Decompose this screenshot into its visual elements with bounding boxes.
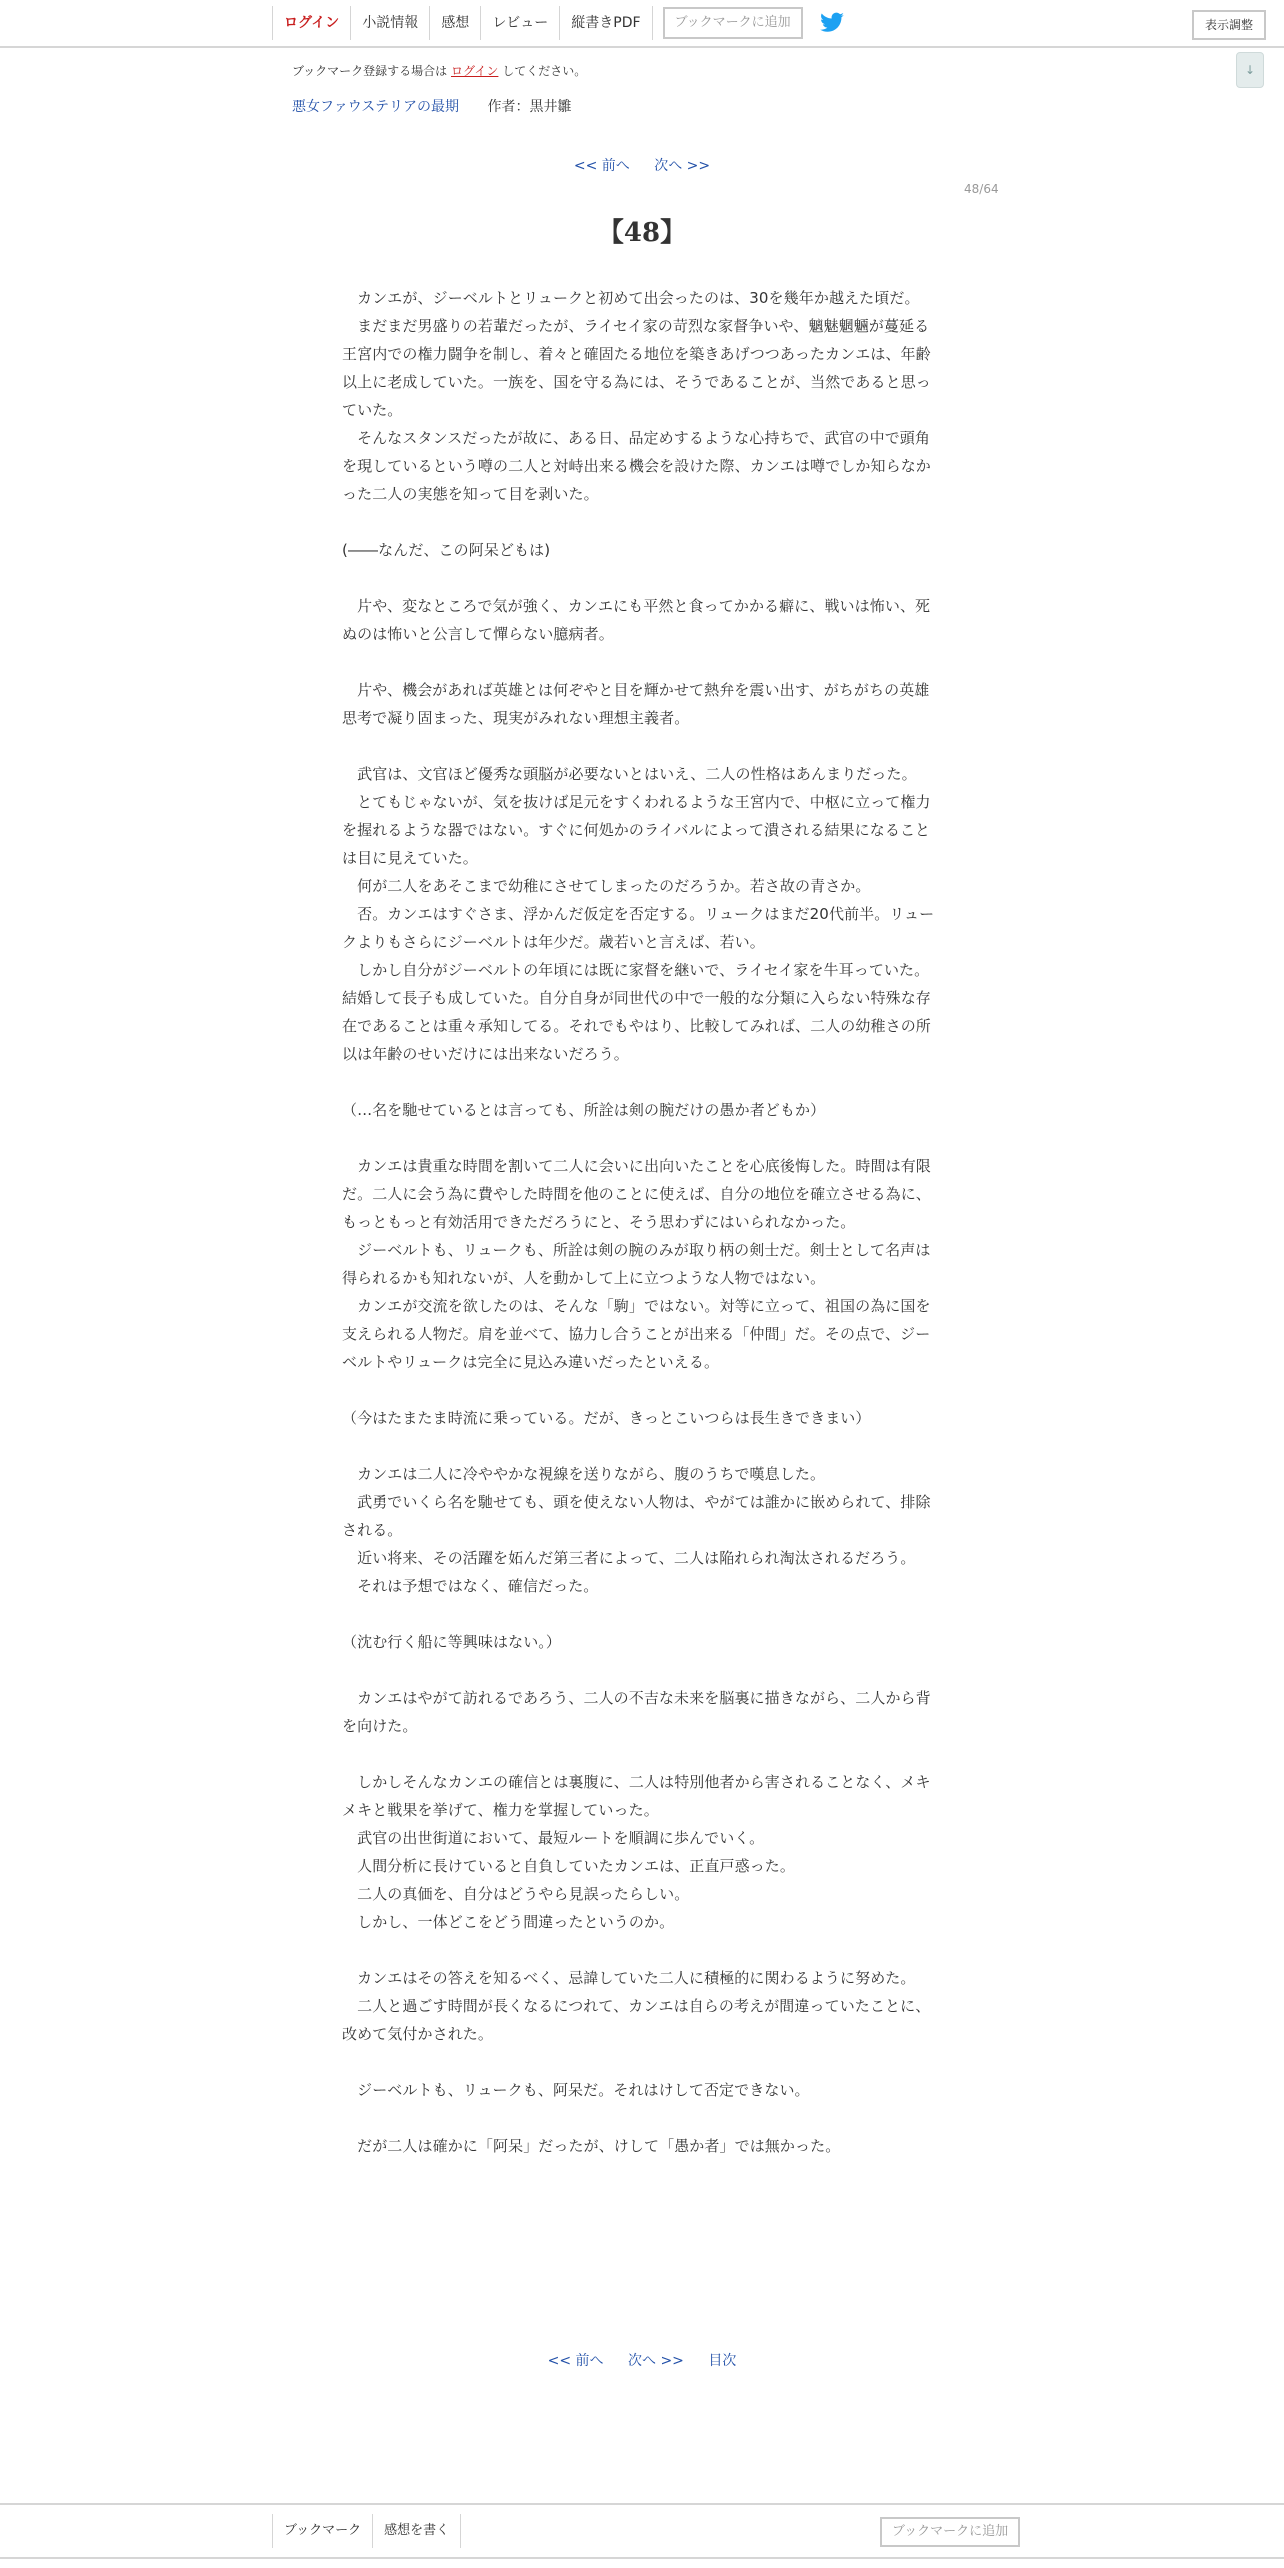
blank-line [342, 1124, 942, 1152]
blank-line [342, 564, 942, 592]
blank-line [342, 2048, 942, 2076]
display-settings-button[interactable]: 表示調整 [1192, 10, 1266, 40]
pager-bottom [0, 2350, 1284, 2370]
author-info [487, 99, 571, 115]
bottom-toolbar [0, 2503, 1284, 2559]
paragraph: 武官の出世街道において、最短ルートを順調に歩んでいく。 [342, 1829, 765, 1847]
paragraph: カンエはその答えを知るべく、忌諱していた二人に積極的に関わるように努めた。 [342, 1969, 916, 1987]
scroll-down-arrow-icon[interactable]: ↓ [1236, 52, 1264, 88]
paragraph: カンエが交流を欲したのは、そんな「駒」ではない。対等に立って、祖国の為に国を支えられる人物だ。肩を並べて、協力し合うことが出来る「仲間」だ。その点で、ジーベルトやリュークは完全に見込み違いだったといえる。 [342, 1297, 931, 1371]
blank-line [342, 648, 942, 676]
nav-login-link[interactable]: ログイン [272, 6, 350, 40]
bookmark-login-notice [292, 62, 586, 79]
paragraph: 武勇でいくら名を馳せても、頭を使えない人物は、やがては誰かに嵌められて、排除される。 [342, 1493, 931, 1539]
paragraph: カンエは貴重な時間を割いて二人に会いに出向いたことを心底後悔した。時間は有限だ。二人に会う為に費やした時間を他のことに使えば、自分の地位を確立させる為に、もっともっと有効活用できただろうにと、そう思わずにはいられなかった。 [342, 1157, 931, 1231]
paragraph: 二人と過ごす時間が長くなるにつれて、カンエは自らの考えが間違っていたことに、改めて気付かされた。 [342, 1997, 931, 2043]
footer-bookmark-link[interactable]: ブックマーク [272, 2514, 372, 2548]
paragraph: しかし、一体どこをどう間違ったというのか。 [342, 1913, 675, 1931]
blank-line [342, 1936, 942, 1964]
paragraph: 人間分析に長けていると自負していたカンエは、正直戸惑った。 [342, 1857, 796, 1875]
next-page-link-top[interactable]: 次へ >> [654, 158, 711, 174]
prev-page-link-bottom[interactable]: << 前へ [547, 2353, 604, 2369]
twitter-bird-icon[interactable] [819, 10, 845, 36]
chapter-title: 【48】 [597, 218, 687, 248]
blank-line [342, 2104, 942, 2132]
blank-line [342, 1740, 942, 1768]
paragraph: ジーベルトも、リュークも、所詮は剣の腕のみが取り柄の剣士だ。剣士として名声は得られるかも知れないが、人を動かして上に立つような人物ではない。 [342, 1241, 931, 1287]
blank-line [342, 1376, 942, 1404]
blank-line [342, 1432, 942, 1460]
nav-vertical-pdf-link[interactable]: 縦書きPDF [559, 6, 652, 40]
paragraph: しかしそんなカンエの確信とは裏腹に、二人は特別他者から害されることなく、メキメキと戦果を挙げて、権力を掌握していった。 [342, 1773, 931, 1819]
page-counter: 48/64 [964, 182, 999, 196]
pager-top [0, 155, 1284, 175]
table-of-contents-link[interactable]: 目次 [708, 2353, 737, 2369]
paragraph: 否。カンエはすぐさま、浮かんだ仮定を否定する。リュークはまだ20代前半。リュークよりもさらにジーベルトは年少だ。歳若いと言えば、若い。 [342, 905, 935, 951]
paragraph: 何が二人をあそこまで幼稚にさせてしまったのだろうか。若さ故の青さか。 [342, 877, 871, 895]
paragraph: それは予想ではなく、確信だった。 [342, 1577, 599, 1595]
blank-line [342, 508, 942, 536]
paragraph: カンエは二人に冷ややかな視線を送りながら、腹のうちで嘆息した。 [342, 1465, 826, 1483]
paragraph: (――なんだ、この阿呆どもは) [342, 541, 551, 559]
blank-line [342, 1068, 942, 1096]
paragraph: カンエはやがて訪れるであろう、二人の不吉な未来を脳裏に描きながら、二人から背を向けた。 [342, 1689, 931, 1735]
blank-line [342, 1656, 942, 1684]
paragraph: とてもじゃないが、気を抜けば足元をすくわれるような王宮内で、中枢に立って権力を握れるような器ではない。すぐに何処かのライバルによって潰される結果になることは目に見えていた。 [342, 793, 931, 867]
bookmark-notice-suffix: してください。 [502, 64, 587, 78]
paragraph: ジーベルトも、リュークも、阿呆だ。それはけして否定できない。 [342, 2081, 810, 2099]
paragraph: 片や、変なところで気が強く、カンエにも平然と食ってかかる癖に、戦いは怖い、死ぬのは怖いと公言して憚らない臆病者。 [342, 597, 931, 643]
paragraph: （沈む行く船に等興味はない。） [342, 1633, 562, 1651]
add-bookmark-button[interactable]: ブックマークに追加 [663, 7, 803, 39]
nav-novel-info-link[interactable]: 小説情報 [350, 6, 429, 40]
blank-line [342, 1600, 942, 1628]
bookmark-notice-login-link[interactable]: ログイン [451, 64, 499, 78]
blank-line [342, 732, 942, 760]
paragraph: 武官は、文官ほど優秀な頭脳が必要ないとはいえ、二人の性格はあんまりだった。 [342, 765, 917, 783]
top-navigation-bar [0, 0, 1284, 48]
paragraph: 二人の真価を、自分はどうやら見誤ったらしい。 [342, 1885, 690, 1903]
author-name: 黒井雛 [529, 99, 572, 115]
paragraph: 近い将来、その活躍を妬んだ第三者によって、二人は陥れられ淘汰されるだろう。 [342, 1549, 916, 1567]
prev-page-link-top[interactable]: << 前へ [573, 158, 630, 174]
paragraph: （今はたまたま時流に乗っている。だが、きっとこいつらは長生きできまい） [342, 1409, 871, 1427]
footer-write-impression-link[interactable]: 感想を書く [372, 2514, 461, 2548]
paragraph: （…名を馳せているとは言っても、所詮は剣の腕だけの愚か者どもか） [342, 1101, 826, 1119]
next-page-link-bottom[interactable]: 次へ >> [628, 2353, 684, 2369]
footer-add-bookmark-button[interactable]: ブックマークに追加 [880, 2517, 1020, 2547]
author-label: 作者： [487, 99, 530, 115]
nav-impressions-link[interactable]: 感想 [429, 6, 480, 40]
paragraph: 片や、機会があれば英雄とは何ぞやと目を輝かせて熱弁を震い出す、がちがちの英雄思考で凝り固まった、現実がみれない理想主義者。 [342, 681, 930, 727]
bookmark-notice-prefix: ブックマーク登録する場合は [292, 64, 448, 78]
paragraph: カンエが、ジーベルトとリュークと初めて出会ったのは、30を幾年か越えた頃だ。 [342, 289, 920, 307]
footer-nav-menu [272, 2505, 461, 2557]
paragraph: しかし自分がジーベルトの年頃には既に家督を継いで、ライセイ家を牛耳っていた。結婚して長子も成していた。自分自身が同世代の中で一般的な分類に入らない特殊な存在であることは重々承知してる。それでもやはり、比較してみれば、二人の幼稚さの所以は年齢のせいだけには出来ないだろう。 [342, 961, 931, 1063]
novel-title-link[interactable]: 悪女ファウステリアの最期 [292, 99, 460, 115]
nav-review-link[interactable]: レビュー [480, 6, 559, 40]
novel-body-text [342, 284, 942, 2160]
paragraph: だが二人は確かに「阿呆」だったが、けして「愚か者」では無かった。 [342, 2137, 841, 2155]
paragraph: まだまだ男盛りの若輩だったが、ライセイ家の苛烈な家督争いや、魑魅魍魎が蔓延る王宮内での権力闘争を制し、着々と確固たる地位を築きあげつつあったカンエは、年齢以上に老成していた。一族を、国を守る為には、そうであることが、当然であると思っていた。 [342, 317, 931, 419]
top-nav-menu [272, 0, 845, 46]
paragraph: そんなスタンスだったが故に、ある日、品定めするような心持ちで、武官の中で頭角を現しているという噂の二人と対峙出来る機会を設けた際、カンエは噂でしか知らなかった二人の実態を知って目を剥いた。 [342, 429, 931, 503]
novel-header [292, 96, 571, 116]
